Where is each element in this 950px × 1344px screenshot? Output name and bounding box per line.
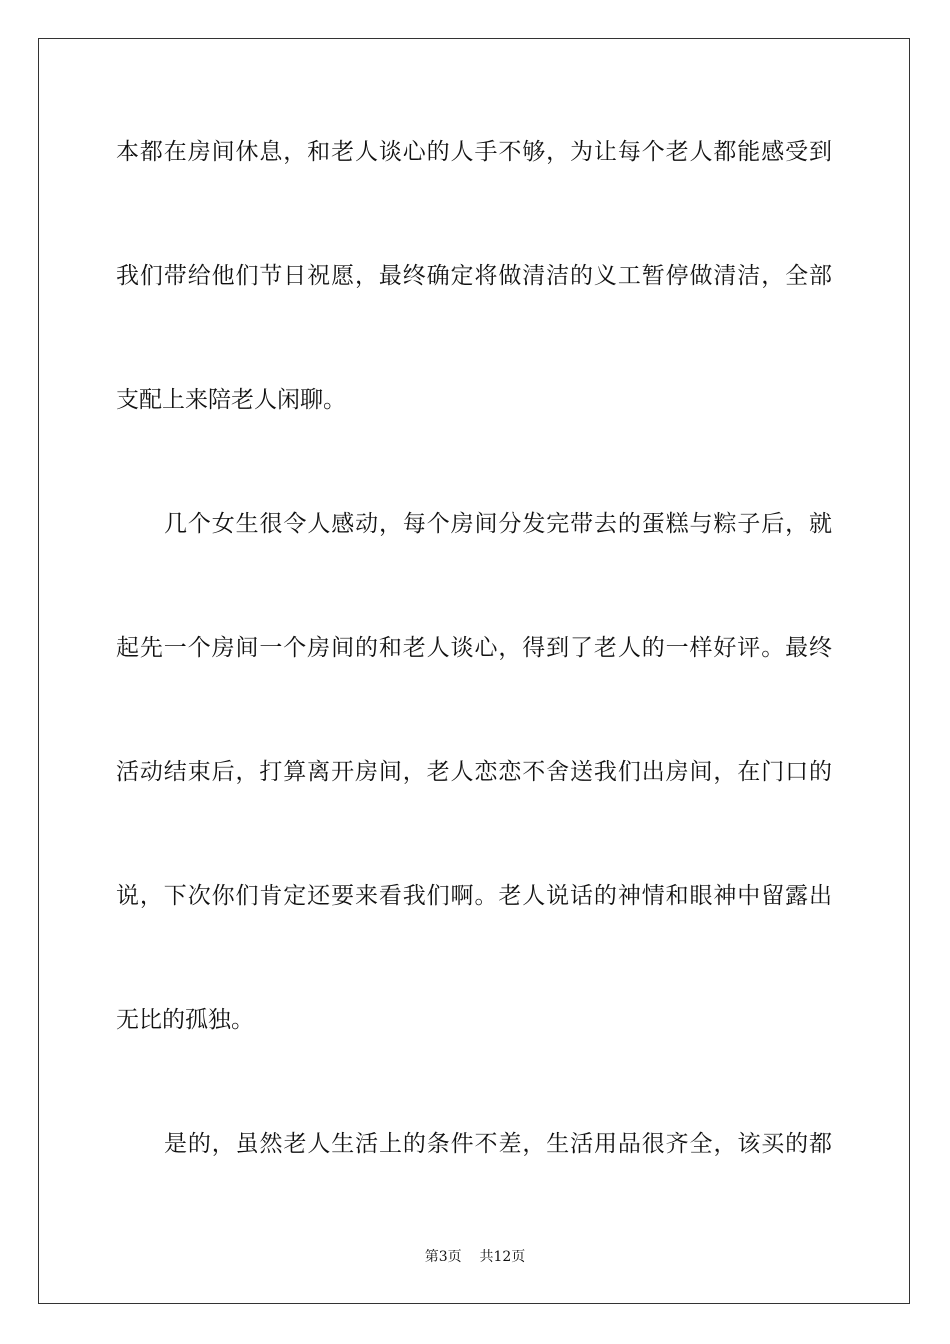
paragraph-line: 活动结束后，打算离开房间，老人恋恋不舍送我们出房间，在门口的	[116, 759, 832, 785]
total-pages: 共12页	[479, 1249, 526, 1265]
paragraph-line: 说，下次你们肯定还要来看我们啊。老人说话的神情和眼神中留露出	[116, 883, 832, 909]
page-number: 第3页	[424, 1249, 462, 1265]
paragraph-line: 我们带给他们节日祝愿，最终确定将做清洁的义工暂停做清洁，全部	[116, 263, 832, 289]
page-footer	[0, 1248, 950, 1266]
paragraph-line: 起先一个房间一个房间的和老人谈心，得到了老人的一样好评。最终	[116, 635, 832, 661]
paragraph-line: 是的，虽然老人生活上的条件不差，生活用品很齐全，该买的都	[164, 1131, 832, 1157]
paragraph-line: 支配上来陪老人闲聊。	[116, 387, 346, 413]
paragraph-line: 无比的孤独。	[116, 1007, 254, 1033]
paragraph-line: 本都在房间休息，和老人谈心的人手不够，为让每个老人都能感受到	[116, 139, 832, 165]
page-border	[38, 38, 910, 1304]
paragraph-line: 几个女生很令人感动，每个房间分发完带去的蛋糕与粽子后，就	[164, 511, 832, 537]
